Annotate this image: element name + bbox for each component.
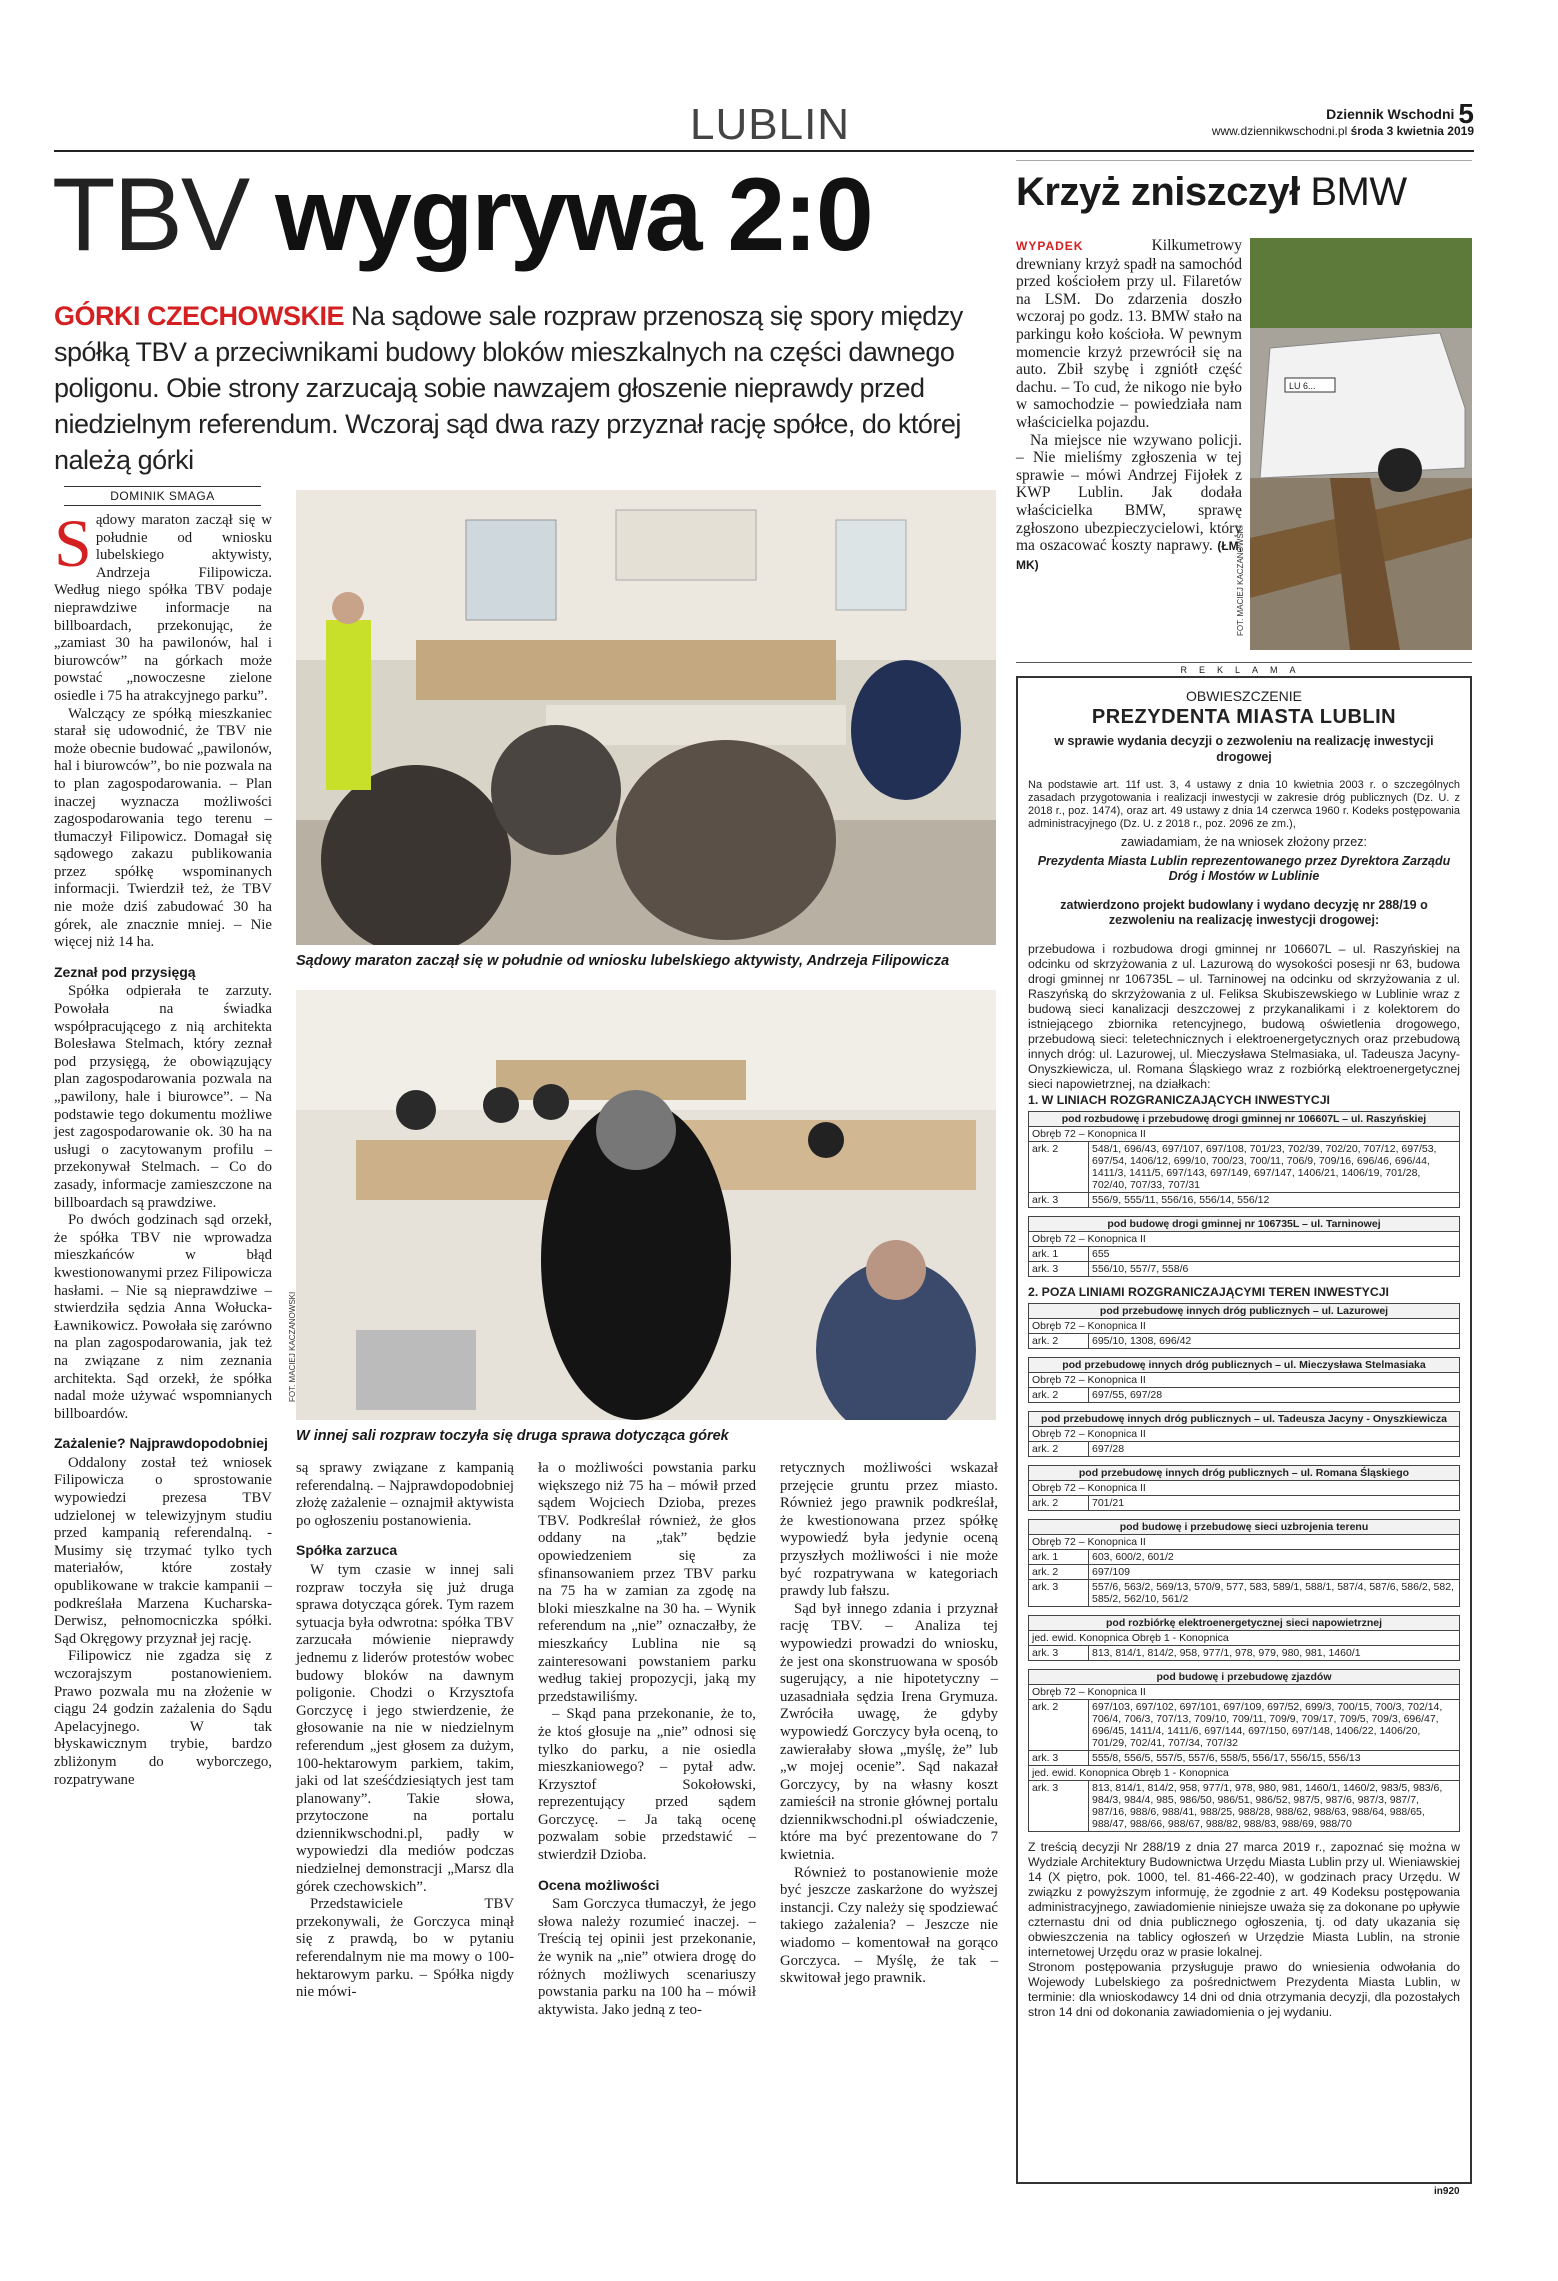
lead-text: Na sądowe sale rozpraw przenoszą się spory między spółką TBV a przeciwnikami budowy bloków mieszkalnych na części dawnego poligonu. Obie strony zarzucają sobie nawzajem głoszenie nieprawdy przed niedzielnym referendum. Wczoraj sąd dwa razy przyznał rację spółce, do której należą górki — [54, 301, 963, 475]
table-plots: 603, 600/2, 601/2 — [1089, 1550, 1460, 1565]
table-ark: ark. 1 — [1029, 1550, 1089, 1565]
paper-name: Dziennik Wschodni — [1326, 106, 1455, 122]
photo-caption-2: W innej sali rozpraw toczyła się druga sprawa dotycząca górek — [296, 1428, 729, 1444]
table-plots: 655 — [1089, 1247, 1460, 1262]
table-row — [1029, 1442, 1460, 1457]
table-plots: 697/55, 697/28 — [1089, 1388, 1460, 1403]
paragraph: Oddalony został też wniosek Filipowicza o sprostowanie wypowiedzi prezesa TBV udzielonej w telewizyjnym studiu przed kampanią referendalną. - Musimy się trzymać tylko tych materiałów, które zostały opublikowane w trakcie kampanii – podkreślała Marzena Kucharska-Derwisz, pełnomocniczka spółki. Sąd Okręgowy przyznał jej rację. — [54, 1454, 272, 1647]
paragraph: Sąd był innego zdania i przyznał rację TBV. – Analiza tej wypowiedzi prowadzi do wniosku, że jest ona skonstruowana w sposób sugerujący, a nie hipotetyczny – uzasadniała sędzia Irena Grymuza. Zwróciła uwagę, że gdyby wypowiedź Gorczycy była oceną, to zawierałaby słowa „myślę, że” lub „w mojej ocenie”. Sąd nakazał Gorczycy, by na własny koszt zamieścił na stronie głównej portalu dziennikwschodni.pl oświadczenie, które ma być prezentowane do 7 kwietnia. — [780, 1600, 998, 1864]
table-row — [1029, 1565, 1460, 1580]
table-precinct: Obręb 72 – Konopnica II — [1029, 1127, 1460, 1142]
table-ark: ark. 3 — [1029, 1751, 1089, 1766]
table-row — [1029, 1388, 1460, 1403]
table-plots: 548/1, 696/43, 697/107, 697/108, 701/23, 702/39, 702/20, 707/12, 697/53, 697/54, 1406/12, 699/10, 700/23, 700/11, 706/9, 709/16, 696/46, 696/44, 1411/3, 1411/5, 697/143, 697/149, 697/147, 1406/21, 1406/19, 701/28, 702/40, 707/33, 707/31 — [1089, 1142, 1460, 1193]
table-row — [1029, 1319, 1460, 1334]
subheading: Zażalenie? Najprawdopodobniej — [54, 1435, 268, 1452]
paragraph: ła o możliwości powstania parku większego niż 75 ha – mówił przed sądem Wojciech Dzioba, prezes TBV. Podkreślał również, że głos oddany na „tak” będzie opowiedzeniem się za sfinansowaniem przez TBV parku na 75 ha w zamian za zgodę na bloki mieszkalne na 30 ha. – Wynik referendum na „nie” oznaczałby, że mieszkańcy Lublina nie są zainteresowani powstaniem parku według takiej propozycji, jaką my przedstawiliśmy. — [538, 1460, 756, 1705]
headline-light: TBV — [52, 157, 249, 273]
table-row — [1029, 1781, 1460, 1832]
bmw-photo — [1250, 238, 1472, 650]
plots-table — [1028, 1411, 1460, 1457]
headline-bold: wygrywa 2:0 — [275, 157, 872, 273]
ad-closing-2: Stronom postępowania przysługuje prawo do wniesienia odwołania do Wojewody Lubelskiego za pośrednictwem Prezydenta Miasta Lublin, w terminie: dla wnioskodawcy 14 dni od dnia otrzymania decyzji, dla pozostałych stron 14 dni od dokonania zawiadomienia o jej wydaniu. — [1028, 1960, 1460, 2019]
table-title: pod budowę i przebudowę zjazdów — [1029, 1670, 1460, 1685]
plots-table — [1028, 1615, 1460, 1661]
paragraph: W tym czasie w innej sali rozpraw toczyła się już druga sprawa dotycząca górek. Tym razem sytuacja była odwrotna: spółka TBV zarzucała mówienie nieprawdy jednemu z liderów protestów wobec budowy bloków na dawnym poligonie. Chodzi o Krzysztofa Gorczycę i jego stwierdzenie, że głosowanie na nie w niedzielnym referendum „jest głosem za dużym, 100-hektarowym parkiem, takim, jaki od lat sześćdziesiątych jest tam planowany”. Takie słowa, przytoczone na portalu dziennikwschodni.pl, padły w wypowiedzi dla mediów podczas niedzielnej demonstracji „Marsz dla górek czechowskich”. — [296, 1561, 514, 1895]
table-row — [1029, 1496, 1460, 1511]
paragraph: retycznych możliwości wskazał przejęcie gruntu przez miasto. Również jego prawnik podkreślał, że kwestionowana przez spółkę wypowiedź była jedynie oceną przyszłych możliwości i nie może być rozpatrywana w kategoriach prawdy lub fałszu. — [780, 1460, 998, 1600]
ad-closing-1: Z treścią decyzji Nr 288/19 z dnia 27 marca 2019 r., zapoznać się można w Wydziale Architektury Budownictwa Urzędu Miasta Lublin przy ul. Wieniawskiej 14 (X piętro, pok. 1000, tel. 81-466-22-40), w godzinach pracy Urzędu. W związku z powyższym informuję, że zgodnie z art. 49 Kodeksu postępowania administracyjnego, zawiadomienie niniejsze uważa się za dokonane po upływie czternastu dni od dnia publicznego ogłoszenia, tj. od daty ukazania się obwieszczenia na tablicy ogłoszeń w Urzędzie Miasta Lublin, na stronie internetowej Urzędu oraz w prasie lokalnej. — [1028, 1840, 1461, 1959]
plots-table — [1028, 1465, 1460, 1511]
ad-section-2: 2. POZA LINIAMI ROZGRANICZAJĄCYMI TEREN INWESTYCJI — [1028, 1285, 1389, 1299]
paragraph: ądowy maraton zaczął się w południe od wniosku lubelskiego aktywisty, Andrzeja Filipowicza. Według niego spółka TBV podaje nieprawdziwe informacje na billboardach, przekonując, że „zamiast 30 ha pawilonów, hal i biurowców” na górkach może powstać „nowoczesne zielone osiedle i 75 ha atrakcyjnego parku”. — [54, 512, 272, 704]
table-row — [1029, 1112, 1460, 1127]
courtroom-photo-1 — [296, 490, 996, 945]
table-plots: 813, 814/1, 814/2, 958, 977/1, 978, 979, 980, 981, 1460/1 — [1089, 1646, 1460, 1661]
public-notice-ad — [1016, 676, 1472, 2184]
website-link[interactable]: www.dziennikwschodni.pl — [1211, 124, 1348, 138]
table-precinct: Obręb 72 – Konopnica II — [1029, 1232, 1460, 1247]
table-ark: ark. 2 — [1029, 1442, 1089, 1457]
plots-tables-2 — [1028, 1303, 1460, 1832]
table-plots: 697/109 — [1089, 1565, 1460, 1580]
table-row — [1029, 1520, 1460, 1535]
table-precinct: Obręb 72 – Konopnica II — [1029, 1685, 1460, 1700]
subheading: Spółka zarzuca — [296, 1542, 398, 1559]
section-title: LUBLIN — [690, 100, 851, 149]
article-lead — [54, 298, 974, 478]
article-column-4 — [780, 1460, 998, 1988]
table-title: pod przebudowę innych dróg publicznych – ul. Mieczysława Stelmasiaka — [1029, 1358, 1460, 1373]
side-divider — [1016, 160, 1472, 161]
table-row — [1029, 1334, 1460, 1349]
issue-date: środa 3 kwietnia 2019 — [1350, 124, 1474, 138]
subheading: Ocena możliwości — [538, 1876, 660, 1893]
signature: (ŁM, MK) — [1016, 539, 1243, 572]
table-title: pod przebudowę innych dróg publicznych – ul. Lazurowej — [1029, 1304, 1460, 1319]
paragraph: Sam Gorczyca tłumaczył, że jego słowa należy rozumieć inaczej. – Treścią tej opinii jest przekonanie, że wynik na „nie” otwiera drogę do różnych możliwych scenariuszy powstania parku na 100 ha – mówił aktywista. Jako jedną z teo- — [538, 1896, 756, 2018]
article-column-2 — [296, 1460, 514, 2002]
paragraph: Po dwóch godzinach sąd orzekł, że spółka TBV nie wprowadza mieszkańców w błąd kwestionowanymi przez Filipowicza hasłami. – Nie są nieprawdziwe – stwierdziła sędzia Anna Wołucka-Ławnikowicz. Powołała się zarówno na plan zagospodarowania, jak też na związane z nim zeznania architekta. Sąd orzekł, że spółka nadal może używać wspomnianych billboardów. — [54, 1212, 272, 1422]
photo-credit: FOT. MACIEJ KACZANOWSKI — [288, 1291, 297, 1402]
table-row — [1029, 1127, 1460, 1142]
side-headline-light: BMW — [1310, 170, 1407, 214]
paragraph: Również to postanowienie może być jeszcze zaskarżone do wyższej instancji. Czy należy się spodziewać takiego zażalenia? – Jeszcze nie wiadomo – komentował na gorąco Gorczyca. – Myślę, że tak – skwitował jego prawnik. — [780, 1864, 998, 1987]
table-row — [1029, 1631, 1460, 1646]
photo-caption-1: Sądowy maraton zaczął się w południe od wniosku lubelskiego aktywisty, Andrzeja Filipowicza — [296, 953, 950, 969]
table-ark: ark. 3 — [1029, 1262, 1089, 1277]
table-ark: ark. 2 — [1029, 1334, 1089, 1349]
table-row — [1029, 1685, 1460, 1700]
ad-approved: zatwierdzono projekt budowlany i wydano decyzję nr 288/19 o zezwoleniu na realizację inwestycji drogowej: — [1060, 898, 1428, 927]
paragraph: Na miejsce nie wzywano policji. – Nie mieliśmy zgłoszenia w tej sprawie – mówi Andrzej Fijołek z KWP Lublin. Jak dodała właścicielka BMW, sprawę zgłoszono ubezpieczycielowi, który ma oszacować koszty naprawy. — [1016, 431, 1242, 555]
ad-section-1: 1. W LINIACH ROZGRANICZAJĄCYCH INWESTYCJI — [1028, 1093, 1330, 1107]
table-row — [1029, 1700, 1460, 1751]
table-row — [1029, 1262, 1460, 1277]
ad-title-3: w sprawie wydania decyzji o zezwoleniu na realizację inwestycji drogowej — [1054, 734, 1434, 764]
table-title: pod rozbiórkę elektroenergetycznej sieci napowietrznej — [1029, 1616, 1460, 1631]
table-row — [1029, 1358, 1460, 1373]
table-title: pod budowę i przebudowę sieci uzbrojenia terenu — [1029, 1520, 1460, 1535]
table-ark: ark. 2 — [1029, 1565, 1089, 1580]
paragraph: są sprawy związane z kampanią referendalną. – Najprawdopodobniej złożę zażalenie – oznajmił aktywista po ogłoszeniu postanowienia. — [296, 1460, 514, 1529]
table-precinct: jed. ewid. Konopnica Obręb 1 - Konopnica — [1029, 1631, 1460, 1646]
table-precinct: Obręb 72 – Konopnica II — [1029, 1427, 1460, 1442]
table-row — [1029, 1304, 1460, 1319]
table-row — [1029, 1646, 1460, 1661]
table-row — [1029, 1535, 1460, 1550]
side-story-text — [1016, 237, 1242, 574]
plots-table — [1028, 1111, 1460, 1208]
paragraph: Przedstawiciele TBV przekonywali, że Gorczyca minął się z prawdą, bo w pytaniu referendalnym nie ma mowy o 100-hektarowym parku. – Spółka nigdy nie mówi- — [296, 1896, 514, 2001]
table-row — [1029, 1616, 1460, 1631]
table-title: pod przebudowę innych dróg publicznych – ul. Tadeusza Jacyny - Onyszkiewicza — [1029, 1412, 1460, 1427]
side-photo-credit: FOT. MACIEJ KACZANOWSKI — [1236, 525, 1245, 636]
ad-label: REKLAMA — [1016, 662, 1472, 675]
table-precinct: Obręb 72 – Konopnica II — [1029, 1319, 1460, 1334]
table-plots: 557/6, 563/2, 569/13, 570/9, 577, 583, 589/1, 588/1, 587/4, 587/6, 586/2, 582, 585/2, 562/10, 561/2 — [1089, 1580, 1460, 1607]
side-headline — [1016, 170, 1407, 215]
table-plots: 697/28 — [1089, 1442, 1460, 1457]
table-row — [1029, 1466, 1460, 1481]
courtroom-photo-2 — [296, 990, 996, 1420]
side-headline-bold: Krzyż zniszczył — [1016, 170, 1300, 214]
table-plots: 555/8, 556/5, 557/5, 557/6, 558/5, 556/17, 556/15, 556/13 — [1089, 1751, 1460, 1766]
table-row — [1029, 1193, 1460, 1208]
table-title: pod przebudowę innych dróg publicznych – ul. Romana Śląskiego — [1029, 1466, 1460, 1481]
table-precinct: jed. ewid. Konopnica Obręb 1 - Konopnica — [1029, 1766, 1460, 1781]
plots-table — [1028, 1357, 1460, 1403]
plots-table — [1028, 1519, 1460, 1607]
table-plots: 695/10, 1308, 696/42 — [1089, 1334, 1460, 1349]
table-plots: 813, 814/1, 814/2, 958, 977/1, 978, 980, 981, 1460/1, 1460/2, 983/5, 983/6, 984/3, 984/4, 985, 986/50, 986/51, 986/52, 987/5, 987/6, 987/3, 987/7, 987/16, 988/6, 988/41, 988/25, 988/28, 988/62, 988/63, 988/64, 988/65, 988/47, 988/66, 988/67, 988/82, 988/83, 988/69, 988/70 — [1089, 1781, 1460, 1832]
license-plate: LU 6... — [1289, 381, 1316, 391]
table-row — [1029, 1373, 1460, 1388]
dropcap: S — [54, 505, 92, 581]
plots-table — [1028, 1303, 1460, 1349]
table-ark: ark. 3 — [1029, 1646, 1089, 1661]
table-plots: 697/103, 697/102, 697/101, 697/109, 697/52, 699/3, 700/15, 700/3, 702/14, 706/4, 706/3, 707/13, 709/10, 709/11, 709/9, 709/17, 709/5, 709/3, 696/47, 696/45, 1411/4, 1411/6, 697/144, 697/150, 697/148, 1406/22, 1406/20, 701/29, 702/41, 707/34, 707/32 — [1089, 1700, 1460, 1751]
side-kicker: WYPADEK — [1016, 239, 1084, 253]
table-title: pod rozbudowę i przebudowę drogi gminnej nr 106607L – ul. Raszyńskiej — [1029, 1112, 1460, 1127]
ad-title-1: OBWIESZCZENIE — [1186, 688, 1302, 704]
table-row — [1029, 1550, 1460, 1565]
paragraph: Filipowicz nie zgadza się z wczorajszym postanowieniem. Prawo pozwala mu na złożenie w ciągu 24 godzin zażalenia do Sądu Apelacyjnego. W tak błyskawicznym trybie, bardzo zbliżonym do wyborczego, rozpatrywane — [54, 1648, 272, 1788]
table-precinct: Obręb 72 – Konopnica II — [1029, 1481, 1460, 1496]
table-ark: ark. 2 — [1029, 1700, 1089, 1751]
table-ark: ark. 3 — [1029, 1193, 1089, 1208]
table-ark: ark. 1 — [1029, 1247, 1089, 1262]
table-ark: ark. 2 — [1029, 1496, 1089, 1511]
ad-applicant: Prezydenta Miasta Lublin reprezentowanego przez Dyrektora Zarządu Dróg i Mostów w Lublinie — [1037, 854, 1451, 883]
table-row — [1029, 1412, 1460, 1427]
table-precinct: Obręb 72 – Konopnica II — [1029, 1535, 1460, 1550]
article-headline — [52, 157, 872, 273]
paragraph: Walczący ze spółką mieszkaniec starał się udowodnić, że TBV nie może obecnie budować „pawilonów, hal i biurowców”, bo nie pozwala na to plan zagospodarowania. – Plan inaczej wyznacza możliwości zagospodarowania tego terenu – tłumaczył Filipowicz. Domagał się sądowego zakazu publikowania przez spółkę wspominanych informacji. Twierdził też, że TBV nie może dziś zabudować 30 ha górek, ale znacznie mniej. – Nie więcej niż 14 ha. — [54, 705, 272, 951]
paragraph: Spółka odpierała te zarzuty. Powołała na świadka współpracującego z nią architekta Bolesława Stelmach, który zeznał pod przysięgą, że obowiązujący plan zagospodarowania pozwala na „pawilony, hale i biurowce”. – Na podstawie tego dokumentu możliwe jest zagospodarowanie ok. 30 ha na usługi o zacytowanym profilu – przekonywał Stelmach. – Co do zasady, informacje zamieszczone na billboardach są prawdziwe. — [54, 983, 272, 1211]
page-number: 5 — [1458, 98, 1474, 129]
article-column-3 — [538, 1460, 756, 2019]
paragraph: – Skąd pana przekonanie, że to, że ktoś głosuje na „nie” odnosi się tylko do parku, a nie osiedla mieszkaniowego? – pytał adw. Krzysztof Sokołowski, reprezentujący przed sądem Gorczycę. – Ja taką ocenę pozwalam sobie przedstawić – stwierdził Dzioba. — [538, 1706, 756, 1864]
plots-table — [1028, 1216, 1460, 1277]
plots-tables-1 — [1028, 1111, 1460, 1277]
table-row — [1029, 1766, 1460, 1781]
table-ark: ark. 3 — [1029, 1781, 1089, 1832]
table-row — [1029, 1217, 1460, 1232]
table-row — [1029, 1142, 1460, 1193]
plots-table — [1028, 1669, 1460, 1832]
table-row — [1029, 1670, 1460, 1685]
table-plots: 556/9, 555/11, 556/16, 556/14, 556/12 — [1089, 1193, 1460, 1208]
table-row — [1029, 1427, 1460, 1442]
ad-code: in920 — [1434, 2186, 1460, 2197]
article-column-1 — [54, 505, 272, 1789]
table-precinct: Obręb 72 – Konopnica II — [1029, 1373, 1460, 1388]
table-title: pod budowę drogi gminnej nr 106735L – ul. Tarninowej — [1029, 1217, 1460, 1232]
subheading: Zeznał pod przysięgą — [54, 963, 196, 980]
lead-kicker: GÓRKI CZECHOWSKIE — [54, 301, 345, 331]
table-plots: 556/10, 557/7, 558/6 — [1089, 1262, 1460, 1277]
header-divider — [54, 150, 1474, 152]
byline: DOMINIK SMAGA — [64, 486, 261, 506]
table-ark: ark. 2 — [1029, 1388, 1089, 1403]
ad-title-2: PREZYDENTA MIASTA LUBLIN — [1091, 706, 1397, 728]
table-row — [1029, 1232, 1460, 1247]
table-ark: ark. 2 — [1029, 1142, 1089, 1193]
ad-legal-basis: Na podstawie art. 11f ust. 3, 4 ustawy z dnia 10 kwietnia 2003 r. o szczególnych zasadach przygotowania i realizacji inwestycji w zakresie dróg publicznych (Dz. U. z 2018 r., poz. 1474), oraz art. 49 ustawy z dnia 14 czerwca 1960 r. Kodeks postępowania administracyjnego (Dz. U. z 2018 r., poz. 2096 ze zm.), — [1028, 779, 1460, 830]
ad-scope: przebudowa i rozbudowa drogi gminnej nr 106607L – ul. Raszyńskiej na odcinku od skrzyżowania z ul. Lazurową do wysokości posesji nr 63, budowa drogi gminnej nr 106735L – ul. Tarninowej na odcinku od skrzyżowania z ul. Raszyńską do skrzyżowania z ul. Feliksa Skubiszewskiego w Lublinie wraz z budową sieci kanalizacji deszczowej z przykanalikami i z kolektorem do istniejącego zbiornika retencyjnego, budową oświetlenia drogowego, przebudową sieci: teletechnicznych i elektroenergetycznych oraz przebudową innych dróg: ul. Lazurowej, ul. Mieczysława Stelmasiaka, ul. Tadeusza Jacyny-Onyszkiewicza, ul. Romana Śląskiego wraz z rozbiórką elektroenergetycznej sieci napowietrznej, na działkach: — [1028, 942, 1460, 1091]
table-row — [1029, 1247, 1460, 1262]
paragraph: Kilkumetrowy drewniany krzyż spadł na samochód przed kościołem przy ul. Filaretów na LSM. Do zdarzenia doszło wczoraj po godz. 13. BMW stało na parkingu koło kościoła. W pewnym momencie krzyż przewrócił się na auto. Zbił szybę i zgniótł część dachu. – To cud, że nikogo nie było w samochodzie – powiedziała nam właścicielka pojazdu. — [1016, 237, 1242, 431]
table-plots: 701/21 — [1089, 1496, 1460, 1511]
table-row — [1029, 1481, 1460, 1496]
masthead — [1212, 98, 1474, 138]
ad-notify: zawiadamiam, że na wniosek złożony przez: — [1121, 835, 1367, 849]
table-ark: ark. 3 — [1029, 1580, 1089, 1607]
table-row — [1029, 1580, 1460, 1607]
table-row — [1029, 1751, 1460, 1766]
